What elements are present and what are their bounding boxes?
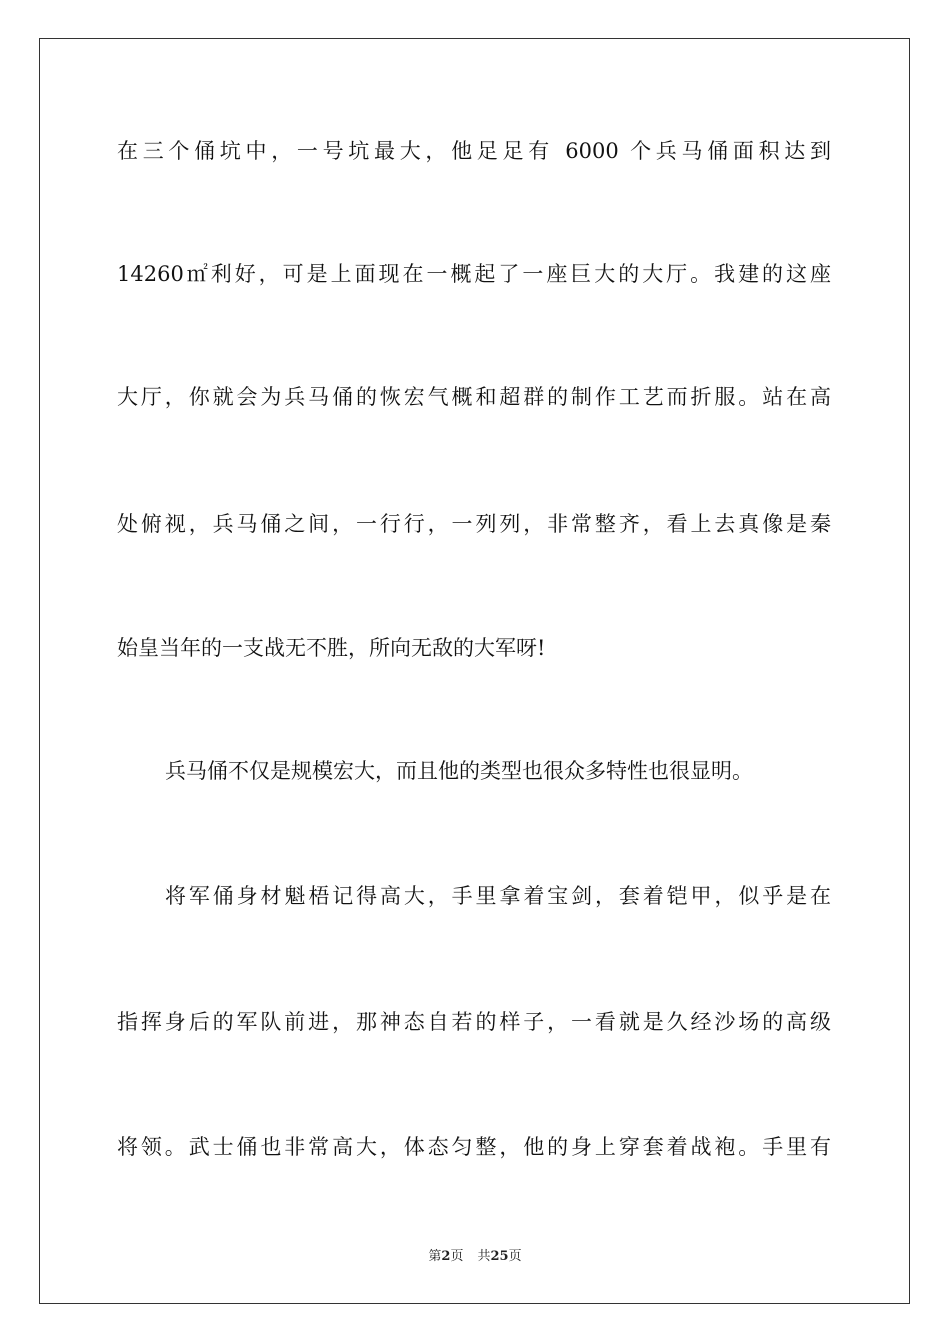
paragraph-2-line-1: 兵马俑不仅是规模宏大，而且他的类型也很众多特性也很显明。: [165, 759, 753, 783]
paragraph-3-line-2: 指挥身后的军队前进，那神态自若的样子，一看就是久经沙场的高级: [117, 1010, 831, 1034]
total-pages: 25: [490, 1249, 509, 1264]
page-suffix: 页: [450, 1249, 464, 1264]
total-prefix: 共: [477, 1249, 491, 1264]
page-footer: [0, 1248, 950, 1266]
paragraph-3-line-1: 将军俑身材魁梧记得高大，手里拿着宝剑，套着铠甲，似乎是在: [165, 884, 831, 908]
text-line-3: 大厅，你就会为兵马俑的恢宏气概和超群的制作工艺而折服。站在高: [117, 385, 831, 409]
page-prefix: 第: [428, 1249, 442, 1264]
text-line-2: 14260㎡利好，可是上面现在一概起了一座巨大的大厅。我建的这座: [117, 262, 831, 286]
page-number: 2: [441, 1249, 451, 1264]
page-border: [39, 38, 910, 1304]
text-line-1: 在三个俑坑中，一号坑最大，他足足有 6000 个兵马俑面积达到: [117, 139, 831, 163]
text-line-4: 处俯视，兵马俑之间，一行行，一列列，非常整齐，看上去真像是秦: [117, 512, 831, 536]
paragraph-3-line-3: 将领。武士俑也非常高大，体态匀整，他的身上穿套着战袍。手里有: [117, 1135, 831, 1159]
total-suffix: 页: [508, 1249, 522, 1264]
text-line-5: 始皇当年的一支战无不胜，所向无敌的大军呀!: [117, 636, 546, 660]
